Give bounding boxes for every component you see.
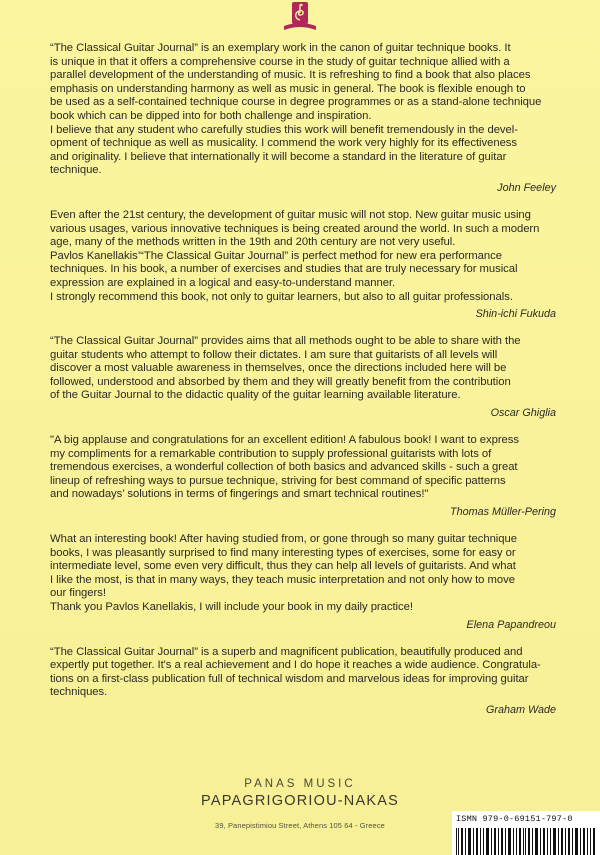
review-author: Thomas Müller-Pering <box>449 506 556 519</box>
review-line: Thank you Pavlos Kanellakis, I will include your book in my daily practice! <box>50 601 413 613</box>
review-line: be used as a self-contained technique course in degree programmes or as a stand-alone technique <box>50 96 542 109</box>
review-author: Elena Papandreou <box>466 618 556 631</box>
review-block <box>50 434 558 519</box>
review-line: of the Guitar Journal to the didactic quality of the guitar learning available literature. <box>50 389 461 402</box>
review-line: I believe that any student who carefully studies this work will benefit tremendously in the devel- <box>50 123 518 136</box>
treble-clef-book-icon <box>280 0 320 36</box>
review-author: Graham Wade <box>485 703 556 716</box>
review-line: age, many of the methods written in the 19th and 20th century are not very useful. <box>50 236 456 249</box>
review-line: books, I was pleasantly surprised to find many interesting types of exercises, some for easy or <box>50 546 516 559</box>
publisher-name: PANAS MUSIC <box>244 778 356 790</box>
review-author: John Feeley <box>497 181 556 194</box>
review-line: lineup of refreshing ways to pursue technique, striving for best command of specific patterns <box>50 474 506 487</box>
review-line: discover a most valuable awareness in themselves, once the directions included here will be <box>50 362 507 375</box>
review-line: opment of technique as well as musicality. I commend the work very highly for its effectiveness <box>50 137 518 150</box>
review-line: “The Classical Guitar Journal” provides aims that all methods ought to be able to share with the <box>50 335 521 348</box>
review-block <box>50 42 558 195</box>
review-line: What an interesting book! After having studied from, or gone through so many guitar technique <box>50 533 517 546</box>
review-line: expertly put together. It's a real achievement and I do hope it reaches a wide audience. Congratula- <box>50 659 541 672</box>
review-line: intermediate level, some even very difficult, thus they can help all levels of guitarists. And what <box>50 560 516 573</box>
review-line: tions on a first-class publication full of technical wisdom and marvelous ideas for improving guitar <box>50 672 529 685</box>
review-line: guitar students who attempt to follow their dictates. I am sure that guitarists of all levels will <box>50 348 498 361</box>
review-line: book which can be dipped into for both challenge and inspiration. <box>50 109 372 122</box>
review-author: Shin-ichi Fukuda <box>475 308 556 321</box>
review-text <box>50 42 558 178</box>
publisher-address: 39, Panepistimiou Street, Athens 105 64 - Greece <box>215 821 385 830</box>
review-block <box>50 533 558 632</box>
review-text <box>50 335 558 403</box>
review-line: I strongly recommend this book, not only to guitar learners, but also to all guitar professionals. <box>50 290 513 303</box>
review-line: expression are explained in a logical and easy-to-understand manner. <box>50 276 396 289</box>
review-line: my compliments for a remarkable contribution to supply professional guitarists with lots of <box>50 447 492 460</box>
reviews-column <box>50 42 558 731</box>
review-line: various usages, various innovative techniques is being created around the world. In such a modern <box>50 222 540 235</box>
review-line: and nowadays’ solutions in terms of fingerings and smart technical routines!" <box>50 488 429 501</box>
review-line: Pavlos Kanellakis’“The Classical Guitar Journal” is perfect method for new era performance <box>50 249 502 262</box>
review-line: tremendous exercises, a wonderful collection of both basics and advanced skills - such a great <box>50 461 518 474</box>
review-line: our fingers! <box>50 587 106 600</box>
barcode <box>456 828 596 855</box>
review-line: and originality. I believe that internationally it will become a standard in the literature of guitar <box>50 150 507 163</box>
review-block <box>50 335 558 420</box>
review-line: I like the most, is that in many ways, they teach music interpretation and not only how to move <box>50 573 515 586</box>
review-line: "A big applause and congratulations for an excellent edition! A fabulous book! I want to express <box>50 434 519 447</box>
review-text <box>50 646 558 700</box>
review-line: Even after the 21st century, the development of guitar music will not stop. New guitar music using <box>50 208 531 221</box>
isbn-text: ISMN 979-0-69151-797-0 <box>456 814 573 824</box>
review-text <box>50 209 558 304</box>
review-line: technique. <box>50 164 102 177</box>
review-text <box>50 434 558 502</box>
review-line: is unique in that it offers a comprehensive course in the study of guitar technique allied with a <box>50 55 510 68</box>
review-author: Oscar Ghiglia <box>490 407 556 420</box>
review-block <box>50 209 558 321</box>
review-line: “The Classical Guitar Journal” is an exemplary work in the canon of guitar technique books. It <box>50 42 511 54</box>
review-line: techniques. <box>50 686 108 699</box>
review-line: “The Classical Guitar Journal” is a superb and magnificent publication, beautifully produced and <box>50 645 523 658</box>
review-line: techniques. In his book, a number of exercises and studies that are truly necessary for musical <box>50 263 518 276</box>
review-line: parallel development of the understanding of music. It is refreshing to find a book that also places <box>50 69 531 82</box>
review-line: emphasis on understanding harmony as well as music in general. The book is flexible enough to <box>50 82 526 95</box>
review-block <box>50 646 558 717</box>
review-line: followed, understood and absorbed by them and they will greatly benefit from the contribution <box>50 375 511 388</box>
review-text <box>50 533 558 615</box>
publisher-subname: PAPAGRIGORIOU-NAKAS <box>201 793 399 809</box>
